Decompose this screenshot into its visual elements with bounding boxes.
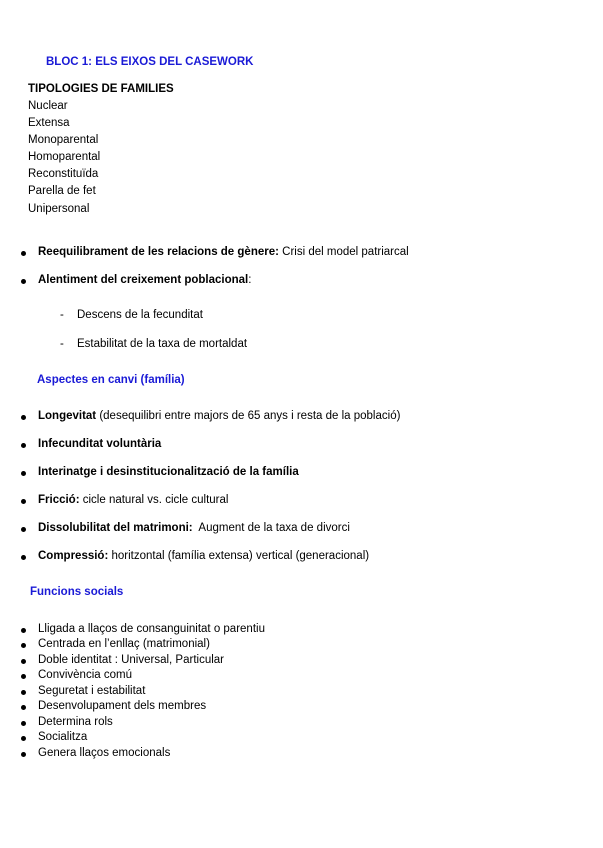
typology-item: Extensa	[28, 117, 70, 129]
bullet-icon	[21, 721, 26, 726]
bullet-icon	[21, 251, 26, 256]
function-item: Seguretat i estabilitat	[38, 685, 146, 697]
bullet-icon	[21, 690, 26, 695]
aspect-item-bold: Interinatge i desinstitucionalització de la família	[38, 466, 299, 478]
aspect-item-text: (desequilibri entre majors de 65 anys i resta de la població)	[96, 410, 401, 422]
aspects-heading: Aspectes en canvi (família)	[37, 374, 185, 386]
aspect-item-text: cicle natural vs. cicle cultural	[79, 494, 229, 506]
bullet-icon	[21, 705, 26, 710]
aspect-item	[38, 466, 299, 478]
aspect-item-bold: Fricció:	[38, 494, 80, 506]
list-item-bold: Alentiment del creixement poblacional	[38, 274, 249, 286]
sub-item: Estabilitat de la taxa de mortaldat	[77, 338, 248, 350]
typology-item: Monoparental	[28, 134, 99, 146]
list-item-bold: Reequilibrament de les relacions de gènere:	[38, 246, 279, 258]
bullet-icon	[21, 527, 26, 532]
bullet-icon	[21, 415, 26, 420]
typologies-heading: TIPOLOGIES DE FAMILIES	[28, 83, 174, 95]
aspect-item	[38, 410, 400, 422]
bullet-icon	[21, 279, 26, 284]
bullet-icon	[21, 752, 26, 757]
function-item: Centrada en l’enllaç (matrimonial)	[38, 638, 210, 650]
bullet-icon	[21, 674, 26, 679]
bullet-icon	[21, 555, 26, 560]
bullet-icon	[21, 499, 26, 504]
list-item	[38, 274, 251, 286]
function-item: Desenvolupament dels membres	[38, 700, 207, 712]
aspect-item-text: horitzontal (família extensa) vertical (generacional)	[108, 550, 370, 562]
dash-icon: -	[60, 338, 64, 350]
function-item: Doble identitat : Universal, Particular	[38, 654, 224, 666]
aspect-item	[38, 438, 161, 450]
function-item: Genera llaços emocionals	[38, 747, 171, 759]
aspect-item-bold: Longevitat	[38, 410, 97, 422]
typology-item: Parella de fet	[28, 185, 96, 197]
bullet-icon	[21, 471, 26, 476]
bullet-icon	[21, 659, 26, 664]
aspect-item	[38, 494, 228, 506]
dash-icon: -	[60, 309, 64, 321]
sub-item: Descens de la fecunditat	[77, 309, 203, 321]
aspect-item-bold: Infecunditat voluntària	[38, 438, 162, 450]
aspect-item-text: Augment de la taxa de divorci	[192, 522, 350, 534]
function-item: Determina rols	[38, 716, 113, 728]
page-title: BLOC 1: ELS EIXOS DEL CASEWORK	[46, 56, 254, 68]
typology-item: Unipersonal	[28, 203, 90, 215]
typology-item: Reconstituïda	[28, 168, 99, 180]
list-item	[38, 246, 409, 258]
bullet-icon	[21, 643, 26, 648]
typology-item: Nuclear	[28, 100, 68, 112]
aspect-item-bold: Compressió:	[38, 550, 109, 562]
aspect-item-bold: Dissolubilitat del matrimoni:	[38, 522, 193, 534]
bullet-icon	[21, 736, 26, 741]
function-item: Socialitza	[38, 731, 88, 743]
bullet-icon	[21, 443, 26, 448]
aspect-item	[38, 550, 369, 562]
function-item: Convivència comú	[38, 669, 132, 681]
bullet-icon	[21, 628, 26, 633]
aspect-item	[38, 522, 350, 534]
list-item-text: Crisi del model patriarcal	[282, 246, 409, 258]
function-item: Lligada a llaços de consanguinitat o parentiu	[38, 623, 265, 635]
functions-heading: Funcions socials	[30, 586, 124, 598]
typology-item: Homoparental	[28, 151, 101, 163]
list-item-text: :	[248, 274, 252, 286]
